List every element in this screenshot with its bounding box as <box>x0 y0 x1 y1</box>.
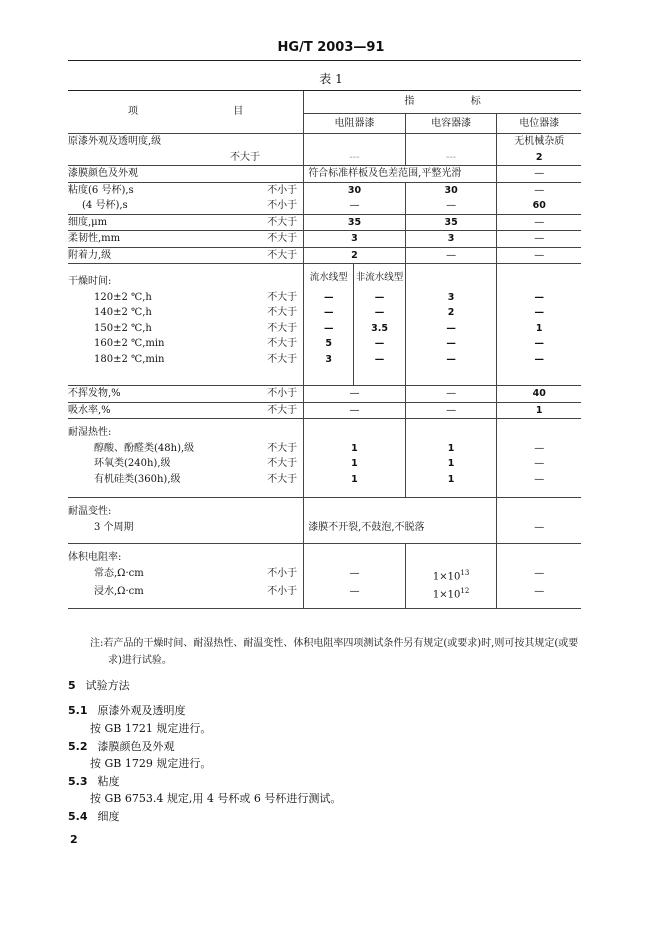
page-number: 2 <box>70 833 78 846</box>
viscosity-limit-1: 不小于 <box>267 184 298 196</box>
viscosity-r1-capacitor: 30 <box>405 182 497 198</box>
drying-row-inline: — <box>304 321 354 337</box>
drying-row-potentiometer: — <box>497 352 581 386</box>
humid-heat-row-limit: 不大于 <box>267 458 298 469</box>
humid-heat-row-limit: 不大于 <box>267 442 298 454</box>
appearance-resistor: --- <box>304 150 406 166</box>
water-absorption-capacitor: — <box>405 402 497 419</box>
water-absorption-potentiometer: 1 <box>497 402 581 419</box>
nonvolatile-limit: 不小于 <box>266 386 304 403</box>
viscosity-r2-potentiometer: 60 <box>497 198 581 214</box>
humid-heat-row-label: 环氧类(240h),级 <box>94 458 171 469</box>
row-drying-head <box>68 264 581 290</box>
color-potentiometer: — <box>497 166 581 183</box>
drying-row-limit: 不大于 <box>267 322 298 334</box>
humid-heat-row-resistor: 1 <box>304 472 406 498</box>
drying-row-label: 160±2 ℃,min <box>94 338 165 349</box>
drying-row-limit: 不大于 <box>267 338 298 349</box>
resistivity-immersed-base: 1×10 <box>432 589 461 601</box>
temp-change-resistor-capacitor: 漆膜不开裂,不鼓泡,不脱落 <box>304 520 497 544</box>
fineness-limit: 不大于 <box>266 214 304 231</box>
index-header-left: 指 <box>404 96 415 107</box>
clause-5-1-title: 原漆外观及透明度 <box>97 704 186 717</box>
resistivity-normal-base: 1×10 <box>432 570 461 582</box>
row-temp-change <box>68 520 581 544</box>
section-5-title: 试验方法 <box>85 679 130 692</box>
viscosity-limit-2: 不小于 <box>266 198 304 214</box>
drying-row-inline: 5 <box>304 336 354 352</box>
appearance-label: 原漆外观及透明度,级 <box>68 136 162 147</box>
temp-change-label: 耐温变性: <box>68 506 112 517</box>
adhesion-limit: 不大于 <box>266 247 304 264</box>
drying-row-capacitor: — <box>405 321 497 337</box>
appearance-limit: 不大于 <box>68 150 266 166</box>
humid-heat-row-potentiometer: — <box>497 441 581 457</box>
viscosity-r2-resistor: — <box>304 198 406 214</box>
drying-sub-offline: 非流水线型 <box>354 264 405 290</box>
humid-heat-row-capacitor: 1 <box>405 472 497 498</box>
clause-5-2-body: 按 GB 1729 规定进行。 <box>90 757 212 770</box>
humid-heat-row <box>68 441 581 457</box>
fineness-resistor: 35 <box>304 214 406 231</box>
flexibility-potentiometer: — <box>497 231 581 248</box>
col-header-capacitor: 电容器漆 <box>405 113 497 134</box>
nonvolatile-label: 不挥发物,% <box>68 386 266 403</box>
drying-row <box>68 336 581 352</box>
appearance-capacitor: --- <box>405 150 497 166</box>
row-temp-change-head <box>68 498 581 520</box>
fineness-capacitor: 35 <box>405 214 497 231</box>
viscosity-r1-potentiometer: — <box>497 182 581 198</box>
drying-row-capacitor: — <box>405 336 497 352</box>
col-header-resistor: 电阻器漆 <box>304 113 406 134</box>
drying-sub-inline: 流水线型 <box>304 264 354 290</box>
humid-heat-row-label: 醇酸、酚醛类(48h),级 <box>94 442 195 454</box>
item-header-right: 目 <box>233 106 244 118</box>
drying-row-potentiometer: — <box>497 290 581 306</box>
table-caption: 表 1 <box>319 72 343 86</box>
row-resistivity-head <box>68 544 581 566</box>
row-resistivity-1 <box>68 566 581 585</box>
viscosity-label-2: (4 号杯),s <box>68 198 266 214</box>
appearance-potentiometer-a: 无机械杂质 <box>497 134 581 150</box>
resistivity-immersed-exp: 12 <box>460 587 470 596</box>
water-absorption-label: 吸水率,% <box>68 402 266 419</box>
clause-5-3-body: 按 GB 6753.4 规定,用 4 号杯或 6 号杯进行测试。 <box>90 792 342 805</box>
drying-row-capacitor: 2 <box>405 305 497 321</box>
row-color <box>68 166 581 183</box>
humid-heat-row-capacitor: 1 <box>405 441 497 457</box>
clause-5-2-heading <box>68 738 175 754</box>
humid-heat-row-potentiometer: — <box>497 456 581 472</box>
flexibility-limit: 不大于 <box>266 231 304 248</box>
resistivity-normal-limit: 不小于 <box>267 567 298 579</box>
water-absorption-resistor: — <box>304 402 406 419</box>
row-water-absorption <box>68 402 581 419</box>
clause-5-4-code: 5.4 <box>68 810 88 823</box>
row-viscosity-2 <box>68 198 581 214</box>
clause-5-4-title: 细度 <box>97 810 120 823</box>
drying-row-label: 120±2 ℃,h <box>94 291 152 303</box>
viscosity-label-1: 粘度(6 号杯),s <box>68 184 134 196</box>
humid-heat-row <box>68 472 581 498</box>
temp-change-sub: 3 个周期 <box>68 520 266 544</box>
drying-row-potentiometer: — <box>497 305 581 321</box>
drying-row-label: 140±2 ℃,h <box>94 307 152 318</box>
drying-row-offline: — <box>354 352 405 386</box>
drying-row-limit: 不大于 <box>267 307 298 318</box>
note-line-2: 求)进行试验。 <box>108 655 172 666</box>
drying-row <box>68 305 581 321</box>
drying-row-potentiometer: 1 <box>497 321 581 337</box>
clause-5-2-code: 5.2 <box>68 740 88 753</box>
item-header-left: 项 <box>128 106 138 118</box>
row-nonvolatile <box>68 386 581 403</box>
table-header-row-1 <box>68 91 581 114</box>
flexibility-label: 柔韧性,mm <box>68 231 266 248</box>
clause-5-2-title: 漆膜颜色及外观 <box>97 740 175 753</box>
spec-table <box>68 90 581 609</box>
drying-row-potentiometer: — <box>497 336 581 352</box>
adhesion-capacitor: — <box>405 247 497 264</box>
note-line-1: 注:若产品的干燥时间、耐湿热性、耐温变性、体积电阻率四项测试条件另有规定(或要求)时,则可按其规定(或要 <box>90 638 579 649</box>
drying-row-offline: 3.5 <box>354 321 405 337</box>
clause-5-4-heading <box>68 808 120 824</box>
drying-row-inline: — <box>304 305 354 321</box>
humid-heat-row-potentiometer: — <box>497 472 581 498</box>
item-header <box>68 104 303 120</box>
adhesion-potentiometer: — <box>497 247 581 264</box>
humid-heat-row-capacitor: 1 <box>405 456 497 472</box>
drying-row-inline: 3 <box>304 352 354 386</box>
temp-change-potentiometer: — <box>497 520 581 544</box>
resistivity-label: 体积电阻率: <box>68 552 122 563</box>
row-fineness <box>68 214 581 231</box>
drying-row-limit: 不大于 <box>267 291 298 303</box>
table-note <box>90 635 590 669</box>
clause-5-3-title: 粘度 <box>97 775 120 788</box>
drying-row-limit: 不大于 <box>266 352 304 386</box>
drying-row <box>68 321 581 337</box>
nonvolatile-potentiometer: 40 <box>497 386 581 403</box>
humid-heat-row-limit: 不大于 <box>266 472 304 498</box>
drying-row-capacitor: — <box>405 352 497 386</box>
resistivity-immersed-resistor: — <box>304 584 406 608</box>
row-resistivity-2 <box>68 584 581 608</box>
drying-row-label: 180±2 ℃,min <box>68 352 266 386</box>
document-header: HG/T 2003—91 <box>277 40 385 55</box>
appearance-potentiometer-b: 2 <box>497 150 581 166</box>
row-appearance-2 <box>68 150 581 166</box>
flexibility-capacitor: 3 <box>405 231 497 248</box>
water-absorption-limit: 不大于 <box>266 402 304 419</box>
row-flexibility <box>68 231 581 248</box>
drying-row-offline: — <box>354 336 405 352</box>
col-header-potentiometer: 电位器漆 <box>497 113 581 134</box>
section-5-number: 5 <box>68 679 76 692</box>
drying-row <box>68 290 581 306</box>
drying-label: 干燥时间: <box>68 276 112 287</box>
humid-heat-row <box>68 456 581 472</box>
color-label: 漆膜颜色及外观 <box>68 166 304 183</box>
resistivity-normal-capacitor <box>405 566 497 585</box>
resistivity-immersed-limit: 不小于 <box>266 584 304 608</box>
adhesion-label: 附着力,级 <box>68 247 266 264</box>
viscosity-r2-capacitor: — <box>405 198 497 214</box>
nonvolatile-resistor: — <box>304 386 406 403</box>
nonvolatile-capacitor: — <box>405 386 497 403</box>
humid-heat-row-label: 有机硅类(360h),级 <box>68 472 266 498</box>
color-resistor-capacitor: 符合标准样板及色差范围,平整光滑 <box>304 166 497 183</box>
clause-5-1-code: 5.1 <box>68 704 88 717</box>
drying-row-capacitor: 3 <box>405 290 497 306</box>
humid-heat-row-resistor: 1 <box>304 456 406 472</box>
resistivity-immersed-capacitor <box>405 584 497 608</box>
section-5-heading <box>68 677 130 693</box>
resistivity-normal-potentiometer: — <box>497 566 581 585</box>
clause-5-3-heading <box>68 773 120 789</box>
row-humid-heat-head <box>68 419 581 441</box>
fineness-potentiometer: — <box>497 214 581 231</box>
clause-5-1-heading <box>68 702 186 718</box>
row-viscosity-1 <box>68 182 581 198</box>
resistivity-immersed-label: 浸水,Ω·cm <box>68 584 266 608</box>
viscosity-r1-resistor: 30 <box>304 182 406 198</box>
clause-5-3-code: 5.3 <box>68 775 88 788</box>
drying-row-label: 150±2 ℃,h <box>94 322 152 334</box>
flexibility-resistor: 3 <box>304 231 406 248</box>
drying-row-offline: — <box>354 290 405 306</box>
humid-heat-row-resistor: 1 <box>304 441 406 457</box>
row-adhesion <box>68 247 581 264</box>
drying-row-offline: — <box>354 305 405 321</box>
clause-5-1-body: 按 GB 1721 规定进行。 <box>90 722 212 735</box>
resistivity-normal-resistor: — <box>304 566 406 585</box>
header-rule <box>68 60 581 61</box>
drying-row-inline: — <box>304 290 354 306</box>
resistivity-normal-exp: 13 <box>460 568 470 577</box>
resistivity-immersed-potentiometer: — <box>497 584 581 608</box>
adhesion-resistor: 2 <box>304 247 406 264</box>
row-appearance-1 <box>68 134 581 150</box>
fineness-label: 细度,μm <box>68 214 266 231</box>
humid-heat-label: 耐湿热性: <box>68 427 112 438</box>
resistivity-normal-label: 常态,Ω·cm <box>94 567 144 579</box>
index-header-right: 标 <box>470 96 481 107</box>
drying-row <box>68 352 581 386</box>
